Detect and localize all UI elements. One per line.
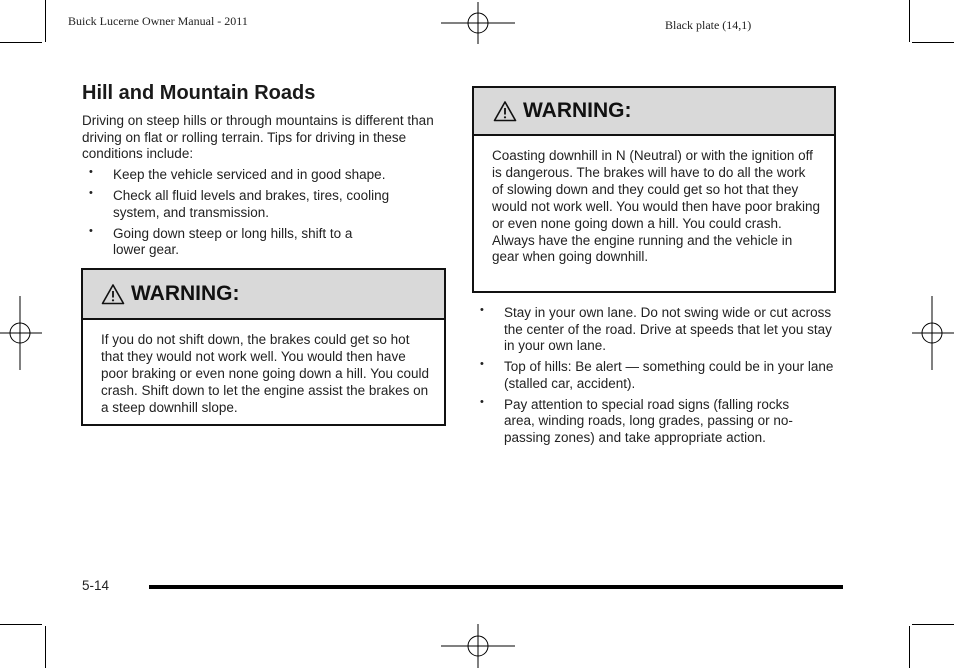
warning-box-left <box>81 268 446 426</box>
registration-mark-icon <box>441 624 515 668</box>
intro-paragraph: Driving on steep hills or through mountains is different than driving on flat or rolling terrain. Tips for driving in these conditions include: <box>82 113 434 161</box>
warning-text: If you do not shift down, the brakes could get so hot that they would not work well. You would then have poor braking or even none going down a hill. You could crash. Shift down to let the engine assist the brakes on a steep downhill slope. <box>101 332 429 415</box>
warning-header <box>83 270 444 320</box>
warning-box-right <box>472 86 836 293</box>
section-title: Hill and Mountain Roads <box>82 82 316 104</box>
right-bullet-list <box>473 305 835 451</box>
list-item: • Stay in your own lane. Do not swing wide or cut across the center of the road. Drive at speeds that let you stay in your own lane. <box>480 304 832 353</box>
list-item: • Top of hills: Be alert — something could be in your lane (stalled car, accident). <box>480 358 834 391</box>
header-manual-title: Buick Lucerne Owner Manual - 2011 <box>68 14 248 28</box>
warning-header <box>474 88 834 136</box>
list-item: • Pay attention to special road signs (falling rocks area, winding roads, long grades, passing or no-passing zones) and take appropriate action. <box>480 395 793 445</box>
left-bullet-list <box>82 167 422 263</box>
warning-label: WARNING: <box>523 99 632 122</box>
registration-mark-icon <box>0 296 42 370</box>
registration-mark-icon <box>441 2 515 44</box>
list-item: • Keep the vehicle serviced and in good shape. <box>89 166 386 182</box>
page-number: 5-14 <box>82 578 110 593</box>
warning-triangle-icon <box>493 100 517 122</box>
registration-mark-icon <box>912 296 954 370</box>
footer-rule <box>149 585 843 589</box>
header-plate-label: Black plate (14,1) <box>665 18 752 32</box>
list-item: • Going down steep or long hills, shift to a lower gear. <box>89 224 353 257</box>
warning-triangle-icon <box>101 283 125 305</box>
warning-label: WARNING: <box>131 282 240 305</box>
warning-text: Coasting downhill in N (Neutral) or with the ignition off is dangerous. The brakes will have to do all the work of slowing down and they could get so hot that they would not work well. You would then have poor braking or even none going down a hill. You could crash. Always have the engine running and the vehicle in gear when going downhill. <box>492 148 820 265</box>
list-item: • Check all fluid levels and brakes, tires, cooling system, and transmission. <box>89 187 390 220</box>
